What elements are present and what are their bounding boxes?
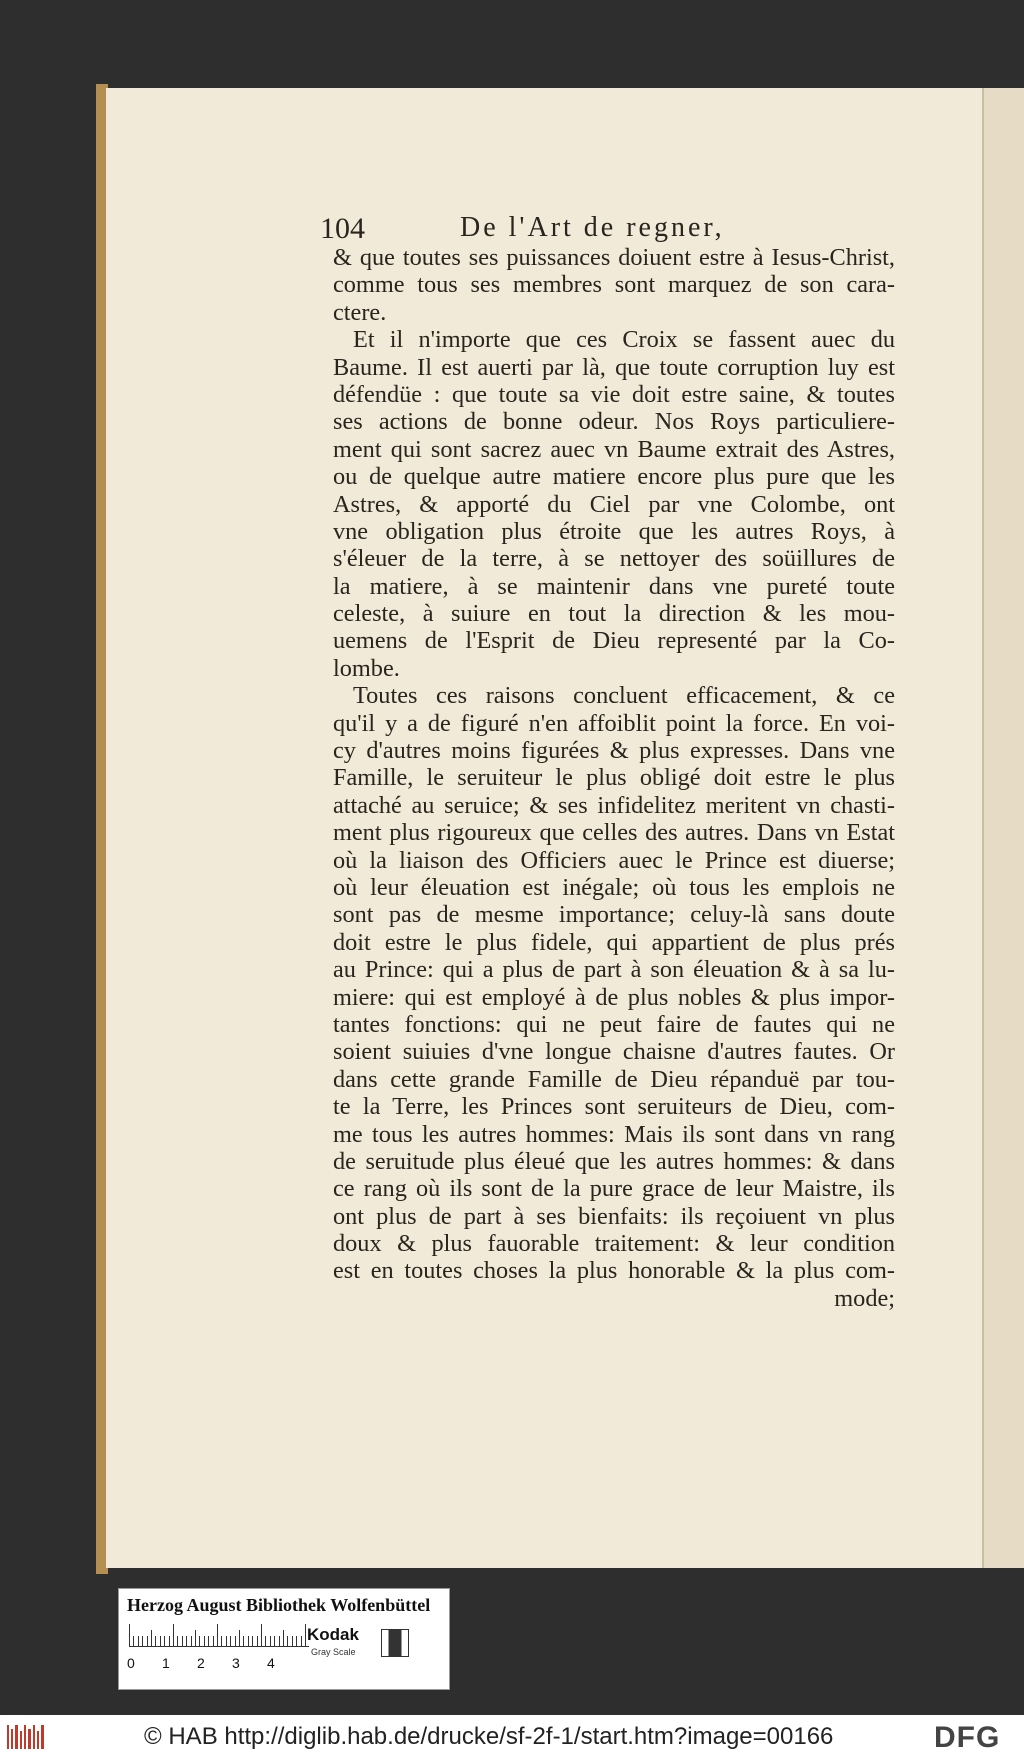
gray-scale-patch <box>381 1629 409 1657</box>
running-title: De l'Art de regner, <box>460 212 725 243</box>
ruler-tick <box>142 1636 143 1646</box>
ruler-tick <box>169 1636 170 1646</box>
text-line: Astres, & apporté du Ciel par vne Colombe, ont <box>333 490 895 518</box>
ruler-tick <box>239 1630 240 1646</box>
body-text <box>333 244 895 1312</box>
text-line: attaché au seruice; & ses infidelitez meritent vn chasti- <box>333 791 895 819</box>
kodak-grayscale-label: Gray Scale <box>311 1647 356 1657</box>
ruler-tick <box>252 1636 253 1646</box>
page-number: 104 <box>320 212 365 245</box>
text-line: lombe. <box>333 654 400 682</box>
text-line: celeste, à suiure en tout la direction & les mou- <box>333 600 895 628</box>
ruler-tick <box>279 1636 280 1646</box>
ruler-tick <box>155 1636 156 1646</box>
ruler-tick <box>221 1636 222 1646</box>
text-line: ou de quelque autre matiere encore plus pure que les <box>333 463 895 491</box>
kodak-brand: Kodak <box>307 1625 359 1644</box>
text-line: Famille, le seruiteur le plus obligé doit estre le plus <box>333 764 895 792</box>
ruler-tick <box>191 1636 192 1646</box>
text-line: ont plus de part à ses bienfaits: ils reçoiuent vn plus <box>333 1202 895 1230</box>
ruler-tick <box>199 1636 200 1646</box>
library-name: Herzog August Bibliothek Wolfenbüttel <box>127 1595 431 1615</box>
ruler-tick <box>213 1636 214 1646</box>
ruler-tick <box>160 1636 161 1646</box>
text-line: de seruitude plus éleué que les autres hommes: & dans <box>333 1147 895 1175</box>
next-page-edge <box>982 88 1024 1568</box>
text-line: comme tous ses membres sont marquez de son cara- <box>333 271 895 299</box>
text-line: où leur éleuation est inégale; où tous les emplois ne <box>333 873 895 901</box>
ruler-tick <box>243 1636 244 1646</box>
text-line: Et il n'importe que ces Croix se fassent auec du <box>353 326 895 354</box>
text-line: doit estre le plus fidele, qui appartient de plus prés <box>333 928 895 956</box>
ruler-tick <box>292 1636 293 1646</box>
ruler-tick <box>274 1636 275 1646</box>
ruler-tick <box>305 1624 306 1646</box>
ruler-tick <box>182 1636 183 1646</box>
ruler-tick <box>265 1636 266 1646</box>
text-line: la matiere, à se maintenir dans vne pureté toute <box>333 572 895 600</box>
ruler-tick <box>283 1630 284 1646</box>
text-line: où la liaison des Officiers auec le Prince est diuerse; <box>333 846 895 874</box>
ruler-tick <box>301 1636 302 1646</box>
library-label-card <box>118 1588 450 1690</box>
text-line: s'éleuer de la terre, à se nettoyer des soüillures de <box>333 545 895 573</box>
text-line: ctere. <box>333 298 387 326</box>
text-line: sont pas de mesme importance; celuy-là sans doute <box>333 901 895 929</box>
text-line: mode; <box>834 1284 895 1312</box>
ruler-number: 1 <box>162 1655 170 1671</box>
ruler-number: 2 <box>197 1655 205 1671</box>
text-line: te la Terre, les Princes sont seruiteurs de Dieu, com- <box>333 1093 895 1121</box>
text-line: me tous les autres hommes: Mais ils sont dans vn rang <box>333 1120 895 1148</box>
ruler-tick <box>195 1630 196 1646</box>
ruler-tick <box>261 1624 262 1646</box>
footer-bar <box>0 1715 1024 1759</box>
ruler-tick <box>208 1636 209 1646</box>
text-line: & que toutes ses puissances doiuent estre à Iesus-Christ, <box>333 244 895 271</box>
ruler-tick <box>257 1636 258 1646</box>
text-line: cy d'autres moins figurées & plus expresses. Dans vne <box>333 737 895 765</box>
text-line: Toutes ces raisons concluent efficacement, & ce <box>353 682 895 710</box>
text-line: uemens de l'Esprit de Dieu representé par la Co- <box>333 627 895 655</box>
ruler-tick <box>133 1636 134 1646</box>
ruler-tick <box>287 1636 288 1646</box>
text-line: défendüe : que toute sa vie doit estre saine, & toutes <box>333 380 895 408</box>
ruler-number: 3 <box>232 1655 240 1671</box>
barcode-icon <box>6 1723 46 1751</box>
ruler-tick <box>129 1624 130 1646</box>
ruler-tick <box>217 1624 218 1646</box>
text-line: est en toutes choses la plus honorable & la plus com- <box>333 1257 895 1285</box>
text-line: dans cette grande Famille de Dieu répanduë par tou- <box>333 1065 895 1093</box>
ruler-tick <box>164 1636 165 1646</box>
text-line: doux & plus fauorable traitement: & leur condition <box>333 1230 895 1258</box>
text-line: ment qui sont sacrez auec vn Baume extrait des Astres, <box>333 435 895 463</box>
text-line: soient suiuies d'vne longue chaisne d'autres fautes. Or <box>333 1038 895 1066</box>
text-line: ses actions de bonne odeur. Nos Roys particuliere- <box>333 408 895 436</box>
ruler-tick <box>138 1636 139 1646</box>
ruler-tick <box>226 1636 227 1646</box>
ruler-tick <box>235 1636 236 1646</box>
text-line: ce rang où ils sont de la pure grace de leur Maistre, ils <box>333 1175 895 1203</box>
ruler-tick <box>230 1636 231 1646</box>
text-line: au Prince: qui a plus de part à son éleuation & à sa lu- <box>333 956 895 984</box>
ruler-tick <box>248 1636 249 1646</box>
ruler-tick <box>151 1630 152 1646</box>
ruler-tick <box>177 1636 178 1646</box>
text-line: tantes fonctions: qui ne peut faire de fautes qui ne <box>333 1010 895 1038</box>
ruler-tick <box>173 1624 174 1646</box>
ruler-tick <box>296 1636 297 1646</box>
dfg-logo: DFG <box>934 1721 1001 1754</box>
copyright-link[interactable]: © HAB http://diglib.hab.de/drucke/sf-2f-1/start.htm?image=00166 <box>144 1723 834 1750</box>
text-line: Baume. Il est auerti par là, que toute corruption luy est <box>333 353 895 381</box>
ruler-tick <box>270 1636 271 1646</box>
ruler-tick <box>204 1636 205 1646</box>
text-line: ment plus rigoureux que celles des autres. Dans vn Estat <box>333 819 895 847</box>
text-line: qu'il y a de figuré n'en affoiblit point la force. En voi- <box>333 709 895 737</box>
ruler-tick <box>186 1636 187 1646</box>
text-line: miere: qui est employé à de plus nobles & plus impor- <box>333 983 895 1011</box>
ruler-number: 0 <box>127 1655 135 1671</box>
ruler-tick <box>147 1636 148 1646</box>
measurement-ruler <box>129 1623 309 1647</box>
text-line: vne obligation plus étroite que les autres Roys, à <box>333 517 895 545</box>
ruler-number: 4 <box>267 1655 275 1671</box>
